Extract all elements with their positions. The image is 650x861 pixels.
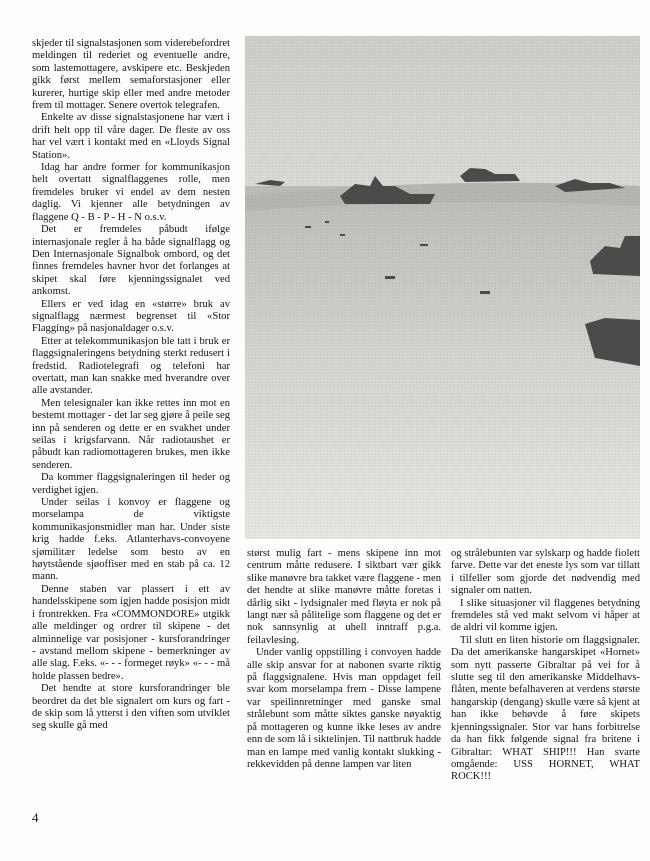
- text-column-left: [32, 38, 230, 733]
- paragraph: skjeder til signalstasjonen som viderebefordret meldingen til rederiet og eventuelle andre, som lastemottagere, avskipere etc. Beskjeden gikk først mellem semaforstasjoner eller kurerer, hurtige skip eller med andre metoder frem til mottager. Senere overtok telegrafen.: [32, 38, 230, 112]
- paragraph: Til slutt en liten historie om flaggsignaler. Da det amerikanske hangarskipet «Hornet» som nytt passerte Gibraltar på vei for å slutte seg til den amerikanske Middelhavs-flåten, mente befalhaveren at verdens største hangarskip (dengang) skulle være så kjent at han ikke behøvde å føre skipets kjenningssignaler. Stor var hans forbitrelse da han fikk følgende signal fra britene i Gibraltar: WHAT SHIP!!! Han svarte omgående: USS HORNET, WHAT ROCK!!!: [451, 634, 640, 783]
- paragraph: Enkelte av disse signalstasjonene har vært i drift helt opp til våre dager. De fleste av oss har vel vært i kontakt med en «Lloyds Signal Station».: [32, 112, 230, 161]
- paragraph: Under seilas i konvoy er flaggene og morselampa de viktigste kommunikasjonsmidler man har. Under siste krig hadde f.eks. Atlanterhavs-convoyene sjømilitær ledelse som besto av en høytstående sjøoffiser med en stab på ca. 12 mann.: [32, 497, 230, 583]
- convoy-photo-image: [245, 36, 640, 539]
- paragraph: størst mulig fart - mens skipene inn mot centrum måtte redusere. I siktbart vær gikk slike manøvre bra takket være flaggene - men det hendte at slike manøvre måtte foretas i dårlig sikt - lydsignaler med fløyta er nok på langt nær så pålitelige som flaggene og det er nok sannsynlig at uhell inntraff p.g.a. feilavlesing.: [247, 548, 441, 646]
- text-column-right: [451, 548, 640, 784]
- paragraph: Men telesignaler kan ikke rettes inn mot en bestemt mottager - det lar seg gjøre å peile seg inn på senderen og dette er en svakhet under seilas i krigsfarvann. Når radiotaushet er påbudt kan radiomottageren brukes, men ikke senderen.: [32, 397, 230, 471]
- paragraph: Det er fremdeles påbudt ifølge internasjonale regler å ha både signalflagg og Den Internasjonale Signalbok ombord, og det finnes fremdeles havner hvor det forlanges at skipet skal føre kjenningssignalet ved ankomst.: [32, 224, 230, 298]
- paragraph: I slike situasjoner vil flaggenes betydning fremdeles stå ved makt selvom vi håper at de aldri vil komme igjen.: [451, 597, 640, 634]
- page-number: 4: [32, 810, 39, 825]
- paragraph: Etter at telekommunikasjon ble tatt i bruk er flaggsignaleringens betydning sterkt redusert i fredstid. Radiotelegrafi og telefoni har overtatt, man kan snakke med hverandre over alle avstander.: [32, 335, 230, 397]
- paragraph: Ellers er ved idag en «større» bruk av signalflagg nærmest begrenset til «Stor Flagging» på nasjonaldager o.s.v.: [32, 298, 230, 335]
- paragraph: Denne staben var plassert i ett av handelsskipene som igjen hadde posisjon midt i frontrekken. Fra «COMMONDORE» utgikk alle meldinger og ordrer til skipene - det alminnelige var posisjoner - kursforandringer - avstand mellom skipene - bemerkninger av alle slag. F.eks. «- - - formeget røyk» «- - - må holde plassen bedre».: [32, 583, 230, 682]
- paragraph: Under vanlig oppstilling i convoyen hadde alle skip ansvar for at nabonen svarte riktig på flaggsignalene. Hvis man oppdaget feil svar kom morselampa frem - Disse lampene var speilinnretninger med ganske smal strålebunt som måtte siktes ganske nøyaktig på mottageren og kunne ikke leses av andre enn de som lå i siktelinjen. Til nattbruk hadde man en lampe med vanlig kontakt slukking - rekkevidden på denne lampen var liten: [247, 647, 441, 770]
- paragraph: Da kommer flaggsignaleringen til heder og verdighet igjen.: [32, 472, 230, 496]
- paragraph: Det hendte at store kursforandringer ble beordret da det ble signalert om kurs og fart - de skip som lå ytterst i den viften som utviklet seg skulle gå med: [32, 683, 230, 732]
- convoy-photo: [245, 36, 640, 539]
- text-column-middle: [247, 548, 441, 771]
- paragraph: Idag har andre former for kommunikasjon helt overtatt signalflaggenes rolle, men fremdeles bruker vi endel av dem nesten daglig. Vi kjenner alle betydningen av flaggene Q - B - P - H - N o.s.v.: [32, 162, 230, 223]
- paragraph: og strålebunten var sylskarp og hadde fiolett farve. Dette var det eneste lys som var tillatt i tilfeller som gjorde det nødvendig med signaler om natten.: [451, 548, 640, 597]
